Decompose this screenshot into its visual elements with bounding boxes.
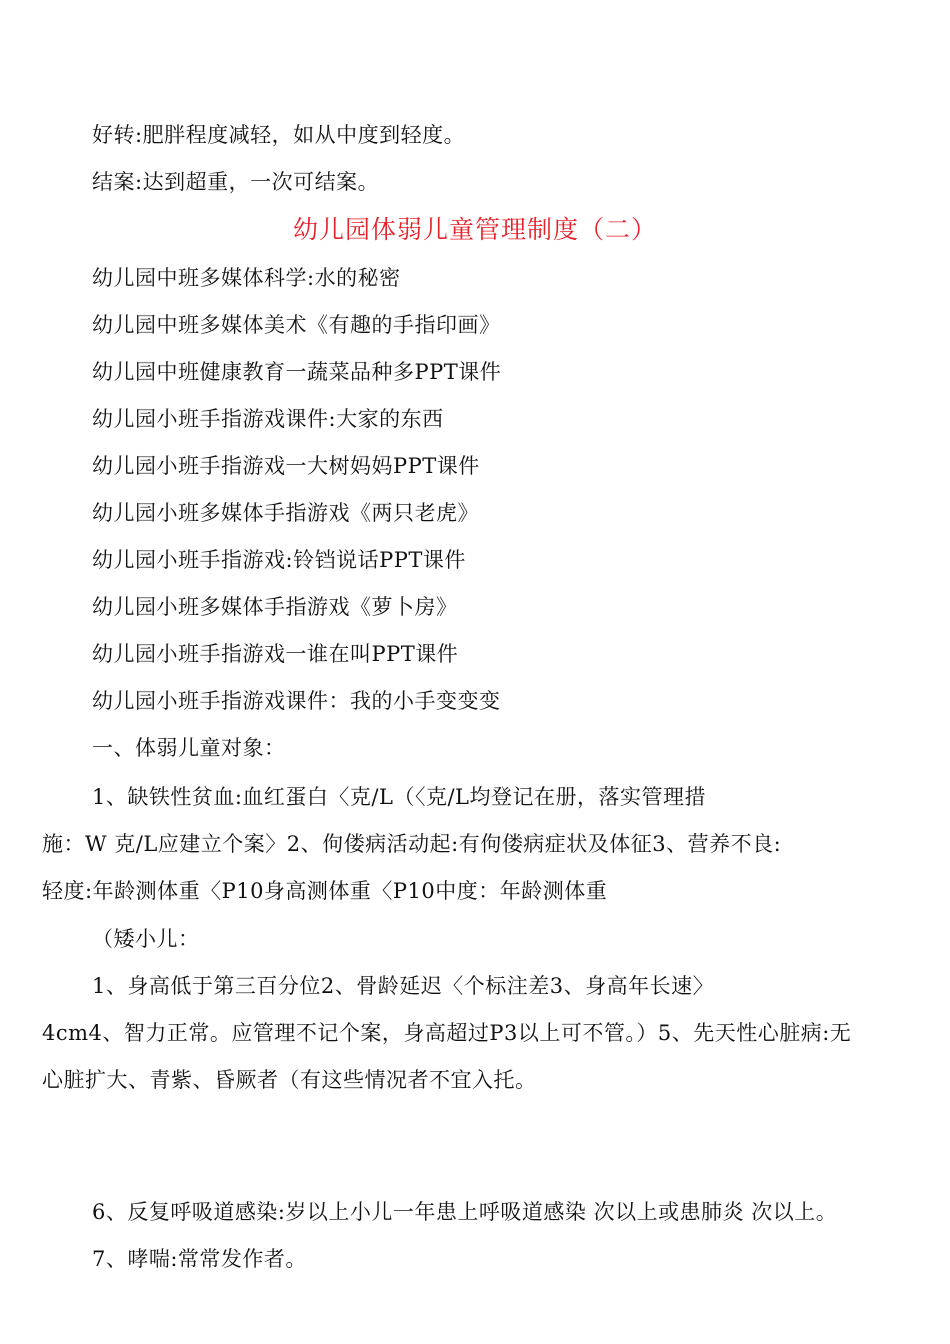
body-line-6: 4cm4、智力正常。应管理不记个案，身高超过P3以上可不管。）5、先天性心脏病:无 xyxy=(42,1021,852,1045)
tail-line-1: 6、反复呼吸道感染:岁以上小儿一年患上呼吸道感染 次以上或患肺炎 次以上。 xyxy=(92,1200,838,1224)
intro-line-closure: 结案:达到超重，一次可结案。 xyxy=(92,170,380,194)
section-heading: 一、体弱儿童对象： xyxy=(92,736,286,760)
body-line-3: 轻度:年龄测体重〈P10身高测体重〈P10中度：年龄测体重 xyxy=(42,879,608,903)
tail-line-2: 7、哮喘:常常发作者。 xyxy=(92,1247,307,1271)
body-line-7: 心脏扩大、青紫、昏厥者（有这些情况者不宜入托。 xyxy=(42,1068,537,1092)
related-link-7[interactable]: 幼儿园小班手指游戏:铃铛说话PPT课件 xyxy=(92,548,466,572)
related-link-8[interactable]: 幼儿园小班多媒体手指游戏《萝卜房》 xyxy=(92,595,458,619)
related-link-6[interactable]: 幼儿园小班多媒体手指游戏《两只老虎》 xyxy=(92,501,479,525)
related-link-10[interactable]: 幼儿园小班手指游戏课件：我的小手变变变 xyxy=(92,689,501,713)
document-title: 幼儿园体弱儿童管理制度（二） xyxy=(292,215,657,244)
related-link-3[interactable]: 幼儿园中班健康教育一蔬菜品种多PPT课件 xyxy=(92,360,502,384)
related-link-2[interactable]: 幼儿园中班多媒体美术《有趣的手指印画》 xyxy=(92,313,501,337)
body-line-1: 1、缺铁性贫血:血红蛋白〈克/L（〈克/L均登记在册，落实管理措 xyxy=(92,785,706,809)
intro-line-improvement: 好转:肥胖程度减轻，如从中度到轻度。 xyxy=(92,123,466,147)
body-line-5: 1、身高低于第三百分位2、骨龄延迟〈个标注差3、身高年长速〉 xyxy=(92,974,715,998)
related-link-9[interactable]: 幼儿园小班手指游戏一谁在叫PPT课件 xyxy=(92,642,459,666)
related-link-5[interactable]: 幼儿园小班手指游戏一大树妈妈PPT课件 xyxy=(92,454,480,478)
body-line-2: 施：W 克/L应建立个案〉2、佝偻病活动起:有佝偻病症状及体征3、营养不良: xyxy=(42,832,782,856)
related-link-4[interactable]: 幼儿园小班手指游戏课件:大家的东西 xyxy=(92,407,444,431)
body-line-4: （矮小儿： xyxy=(92,927,200,951)
related-link-1[interactable]: 幼儿园中班多媒体科学:水的秘密 xyxy=(92,266,401,290)
